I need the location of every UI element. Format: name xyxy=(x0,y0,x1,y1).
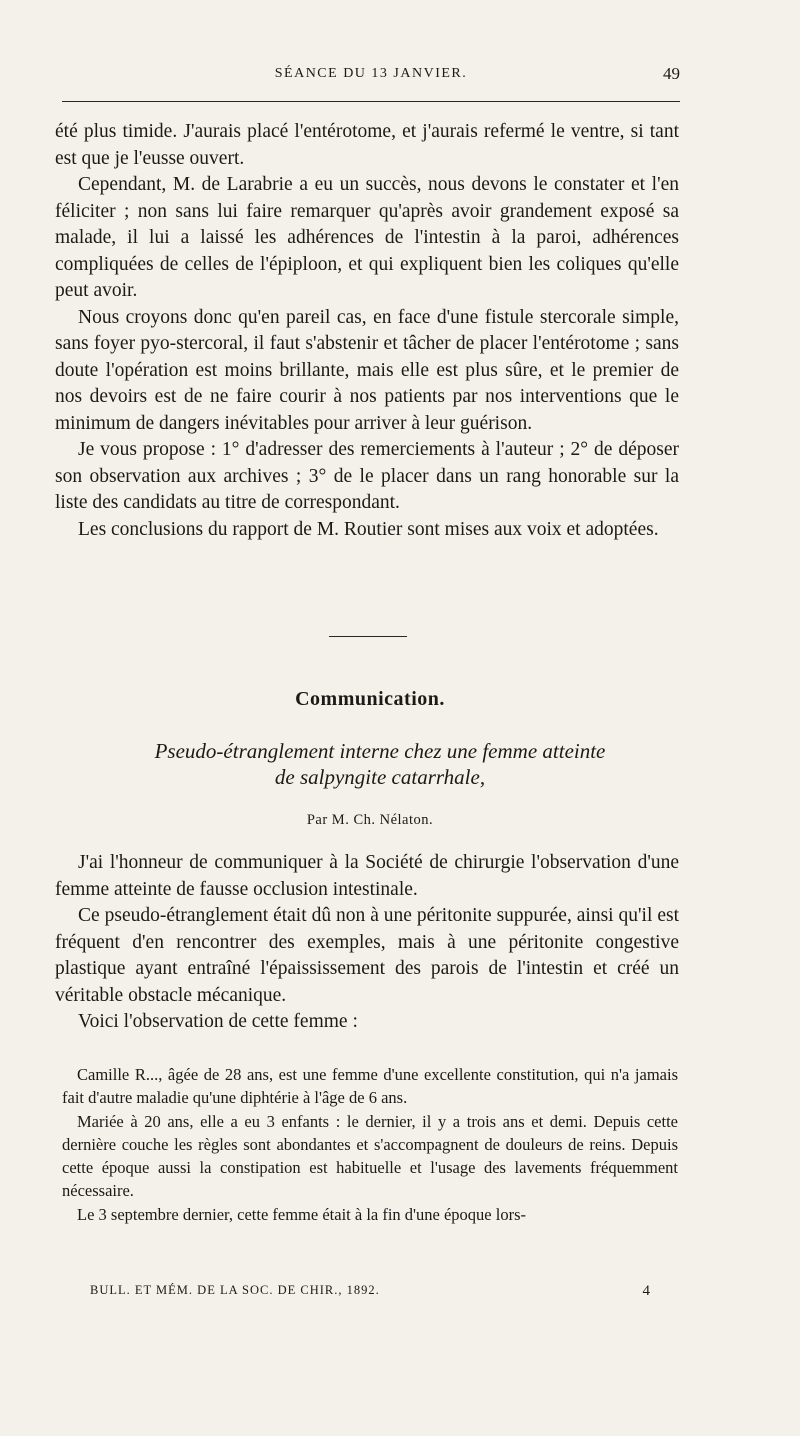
header-rule xyxy=(62,101,680,102)
article-author: Par M. Ch. Nélaton. xyxy=(306,812,434,828)
observation-text xyxy=(62,1063,678,1226)
paragraph: J'ai l'honneur de communiquer à la Société de chirurgie l'observation d'une femme atteinte de fausse occlusion intestinale. xyxy=(55,852,679,900)
article-title xyxy=(0,738,760,790)
section-title: Communication. xyxy=(295,688,445,710)
paragraph: été plus timide. J'aurais placé l'entérotome, et j'aurais refermé le ventre, si tant est que je l'eusse ouvert. xyxy=(55,121,679,169)
page-header xyxy=(62,64,680,90)
paragraph: Les conclusions du rapport de M. Routier sont mises aux voix et adoptées. xyxy=(78,518,659,540)
paragraph: Nous croyons donc qu'en pareil cas, en face d'une fistule stercorale simple, sans foyer pyo-stercoral, il faut s'abstenir et tâcher de placer l'entérotome ; sans doute l'opération est moins brillante, mais elle est plus sûre, et le premier de nos devoirs est de ne faire courir à nos patients par nos interventions que le minimum de dangers inévitables pour arriver à leur guérison. xyxy=(55,306,679,434)
article-title-line: de salpyngite catarrhale, xyxy=(274,765,486,789)
paragraph: Le 3 septembre dernier, cette femme était à la fin d'une époque lors- xyxy=(77,1204,526,1224)
journal-reference: BULL. ET MÉM. DE LA SOC. DE CHIR., 1892. xyxy=(90,1283,380,1297)
paragraph: Je vous propose : 1° d'adresser des remerciements à l'auteur ; 2° de déposer son observation aux archives ; 3° de le placer dans un rang honorable sur la liste des candidats au titre de correspondant. xyxy=(55,439,679,513)
signature-mark: 4 xyxy=(642,1283,650,1299)
running-title: SÉANCE DU 13 JANVIER. xyxy=(274,66,468,81)
page-number: 49 xyxy=(663,64,680,83)
article-body xyxy=(55,850,679,1036)
section-divider xyxy=(329,636,407,637)
report-body xyxy=(55,119,679,543)
paragraph: Cependant, M. de Larabrie a eu un succès, nous devons le constater et l'en féliciter ; non sans lui faire remarquer qu'après avoir grandement exposé sa malade, il lui a laissé les adhérences de l'intestin à la paroi, adhérences compliquées de celles de l'épiploon, et qui expliquent bien les coliques qu'elle peut avoir. xyxy=(55,174,679,301)
paragraph: Camille R..., âgée de 28 ans, est une femme d'une excellente constitution, qui n'a jamais fait d'autre maladie qu'une diphtérie à l'âge de 6 ans. xyxy=(62,1065,678,1108)
paragraph: Ce pseudo-étranglement était dû non à une péritonite suppurée, ainsi qu'il est fréquent d'en rencontrer des exemples, mais à une péritonite congestive plastique ayant entraîné l'épaississement des parois de l'intestin et créé un véritable obstacle mécanique. xyxy=(55,905,679,1006)
article-title-line: Pseudo-étranglement interne chez une femme atteinte xyxy=(154,739,606,763)
page-footer xyxy=(90,1283,650,1303)
paragraph: Mariée à 20 ans, elle a eu 3 enfants : le dernier, il y a trois ans et demi. Depuis cette dernière couche les règles sont abondantes et s'accompagnent de douleurs de reins. Depuis cette époque aussi la constipation est habituelle et l'usage des lavements fréquemment nécessaire. xyxy=(62,1111,678,1201)
paragraph: Voici l'observation de cette femme : xyxy=(78,1011,358,1032)
